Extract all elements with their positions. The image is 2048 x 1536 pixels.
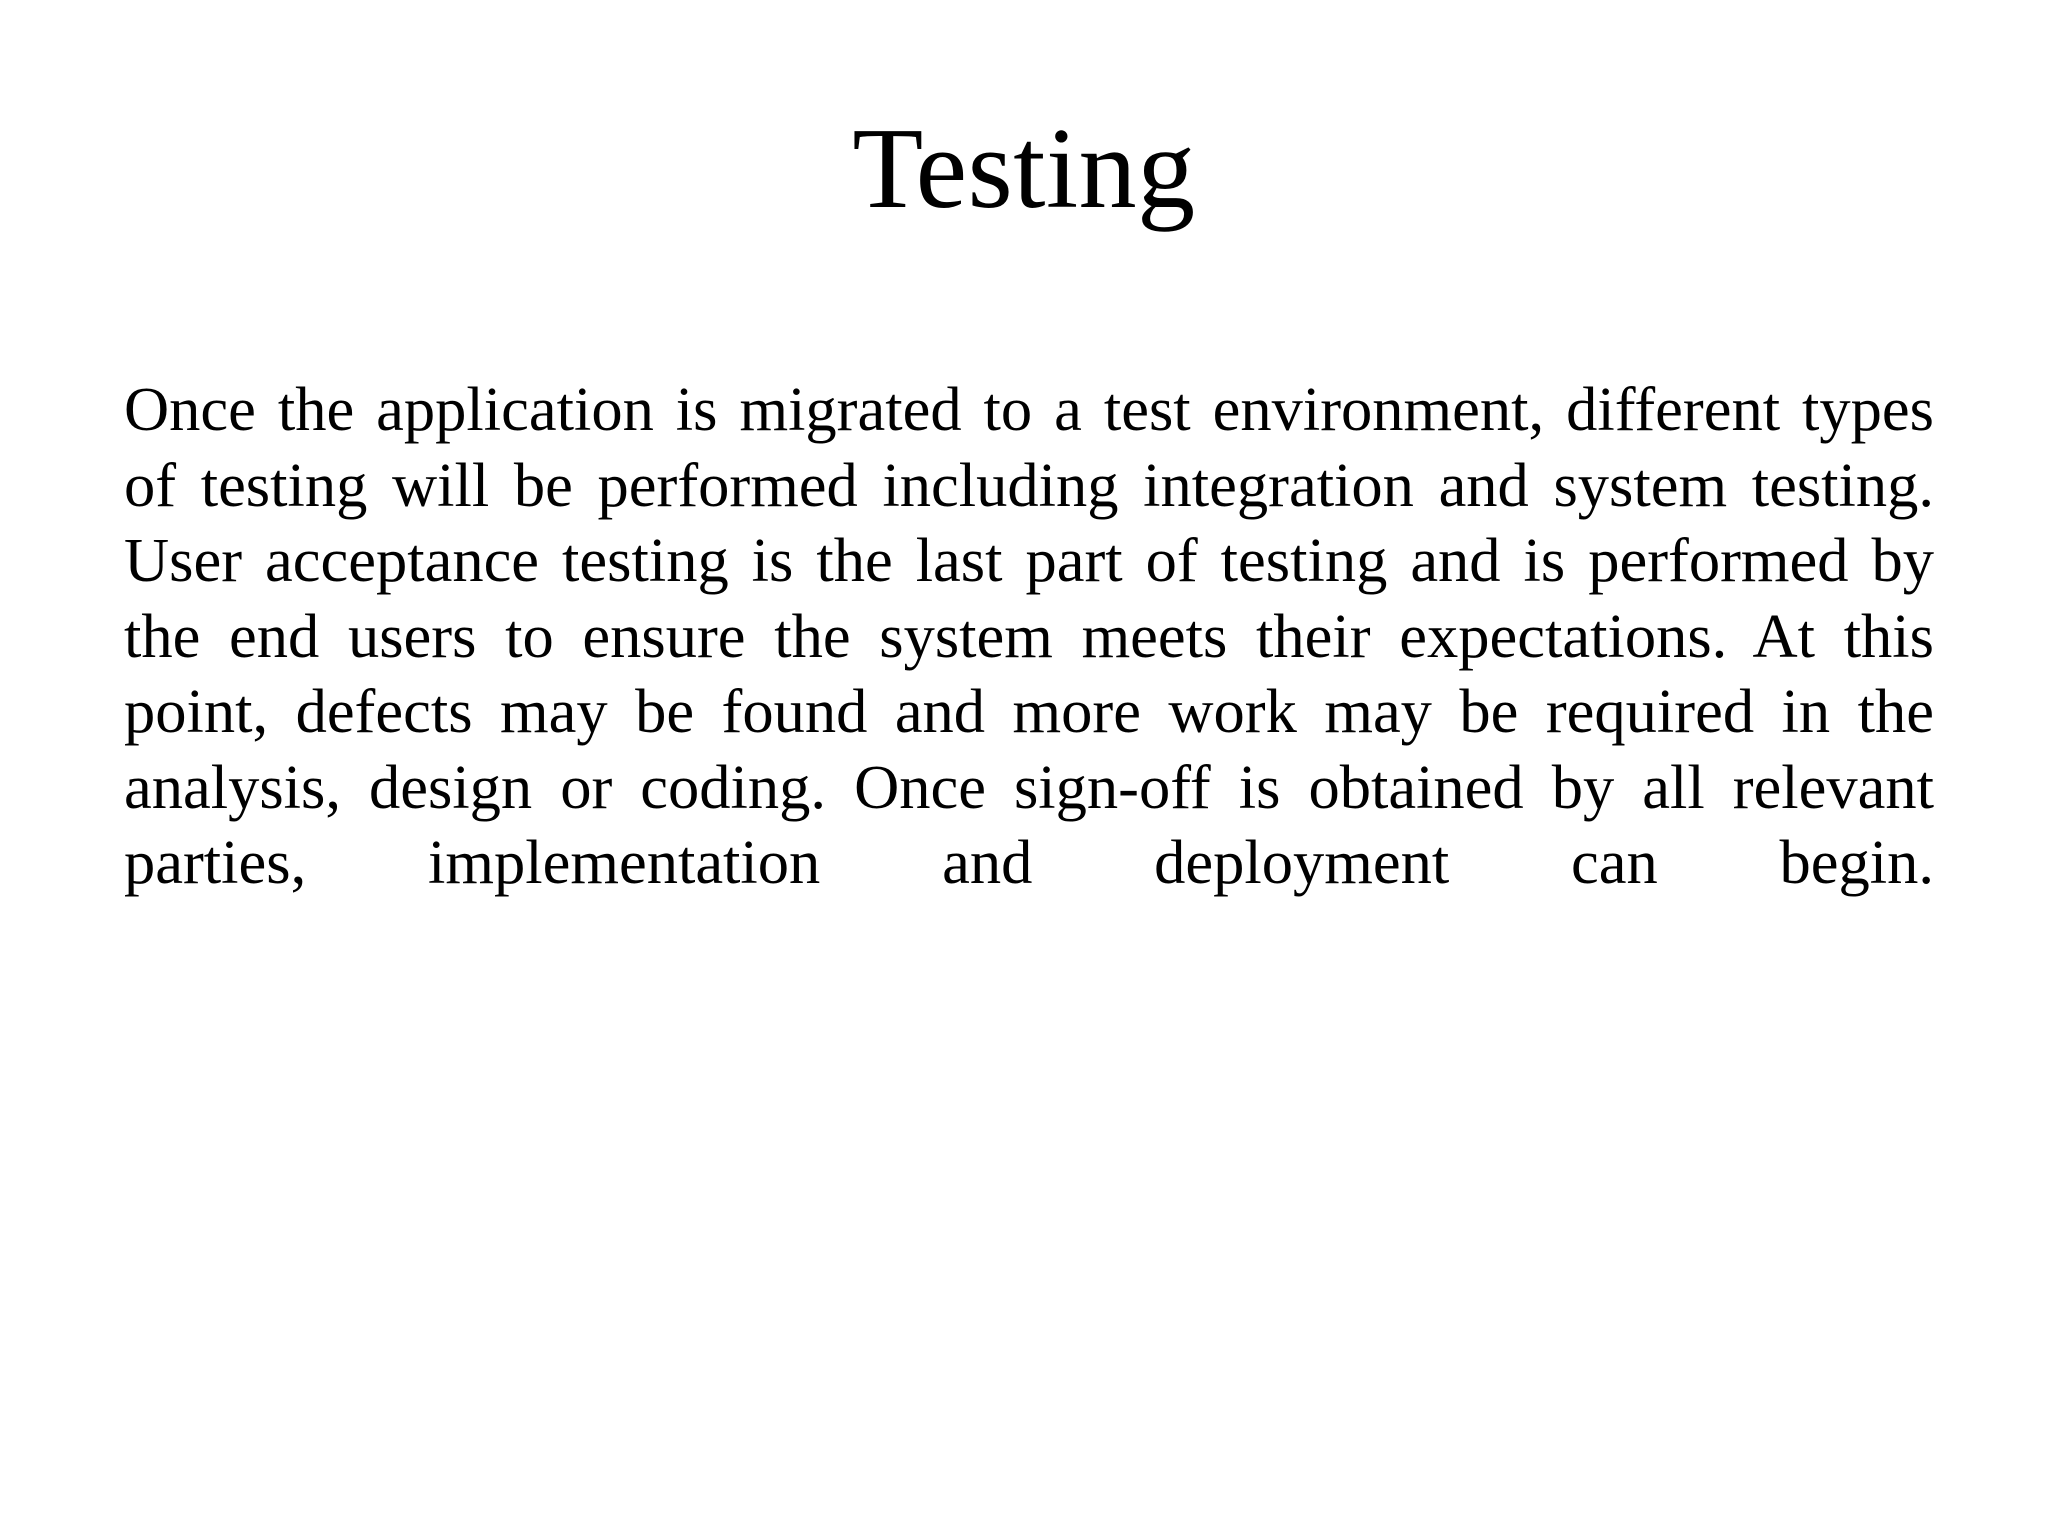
slide-body-text: Once the application is migrated to a test environment, different types of testing will be performed including integration and system testing. User acceptance testing is the last part of testing and is performed by the end users to ensure the system meets their expectations. At this point, defects may be found and more work may be required in the analysis, design or coding. Once sign-off is obtained by all relevant parties, implementation and deployment can begin.: [124, 374, 1934, 897]
slide-title: Testing: [852, 105, 1196, 233]
